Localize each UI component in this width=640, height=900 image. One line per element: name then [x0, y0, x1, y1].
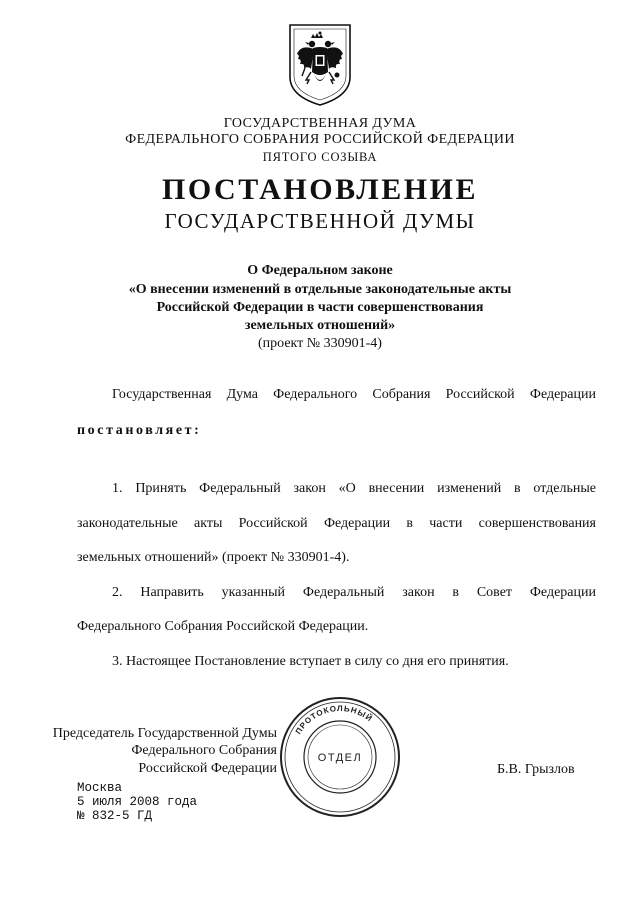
document-title: ПОСТАНОВЛЕНИЕ	[162, 173, 478, 206]
decree-word: постановляет:	[77, 423, 202, 438]
clause-2-line1: 2. Направить указанный Федеральный закон в Совет Федерации	[112, 585, 596, 600]
subject-line3: Российской Федерации в части совершенствования	[156, 300, 484, 315]
document-subtitle: ГОСУДАРСТВЕННОЙ ДУМЫ	[164, 209, 476, 233]
signing-date: 5 июля 2008 года	[77, 795, 198, 809]
org-name-line1: ГОСУДАРСТВЕННАЯ ДУМА	[223, 116, 417, 131]
convocation: ПЯТОГО СОЗЫВА	[262, 150, 378, 164]
chair-title-line2: Федерального Собрания	[131, 743, 277, 758]
intro-paragraph: Государственная Дума Федерального Собрания Российской Федерации	[112, 387, 596, 402]
subject-line4: земельных отношений»	[244, 318, 396, 333]
subject-line2: «О внесении изменений в отдельные законодательные акты	[128, 282, 512, 297]
chair-title-line1: Председатель Государственной Думы	[52, 726, 277, 741]
coat-of-arms-icon	[287, 22, 353, 108]
place-of-signing: Москва	[77, 781, 123, 795]
clause-1-line3: земельных отношений» (проект № 330901-4).	[77, 550, 350, 565]
org-name-line2: ФЕДЕРАЛЬНОГО СОБРАНИЯ РОССИЙСКОЙ ФЕДЕРАЦИИ	[125, 132, 515, 147]
official-stamp-icon	[277, 694, 403, 820]
clause-1-line1: 1. Принять Федеральный закон «О внесении изменений в отдельные	[112, 481, 596, 496]
signer-name: Б.В. Грызлов	[497, 762, 575, 777]
stamp-center-text: ОТДЕЛ	[317, 752, 363, 764]
clause-2-line2: Федерального Собрания Российской Федерации.	[77, 619, 369, 634]
clause-1-line2: законодательные акты Российской Федерации в части совершенствования	[77, 516, 596, 531]
subject-line1: О Федеральном законе	[247, 263, 393, 278]
chair-title-line3: Российской Федерации	[138, 761, 277, 776]
bill-number: (проект № 330901-4)	[258, 336, 382, 351]
clause-3: 3. Настоящее Постановление вступает в силу со дня его принятия.	[112, 654, 509, 669]
registration-number: № 832-5 ГД	[77, 809, 153, 823]
stamp-ring-text: ПРОТОКОЛЬНЫЙ	[293, 703, 375, 736]
